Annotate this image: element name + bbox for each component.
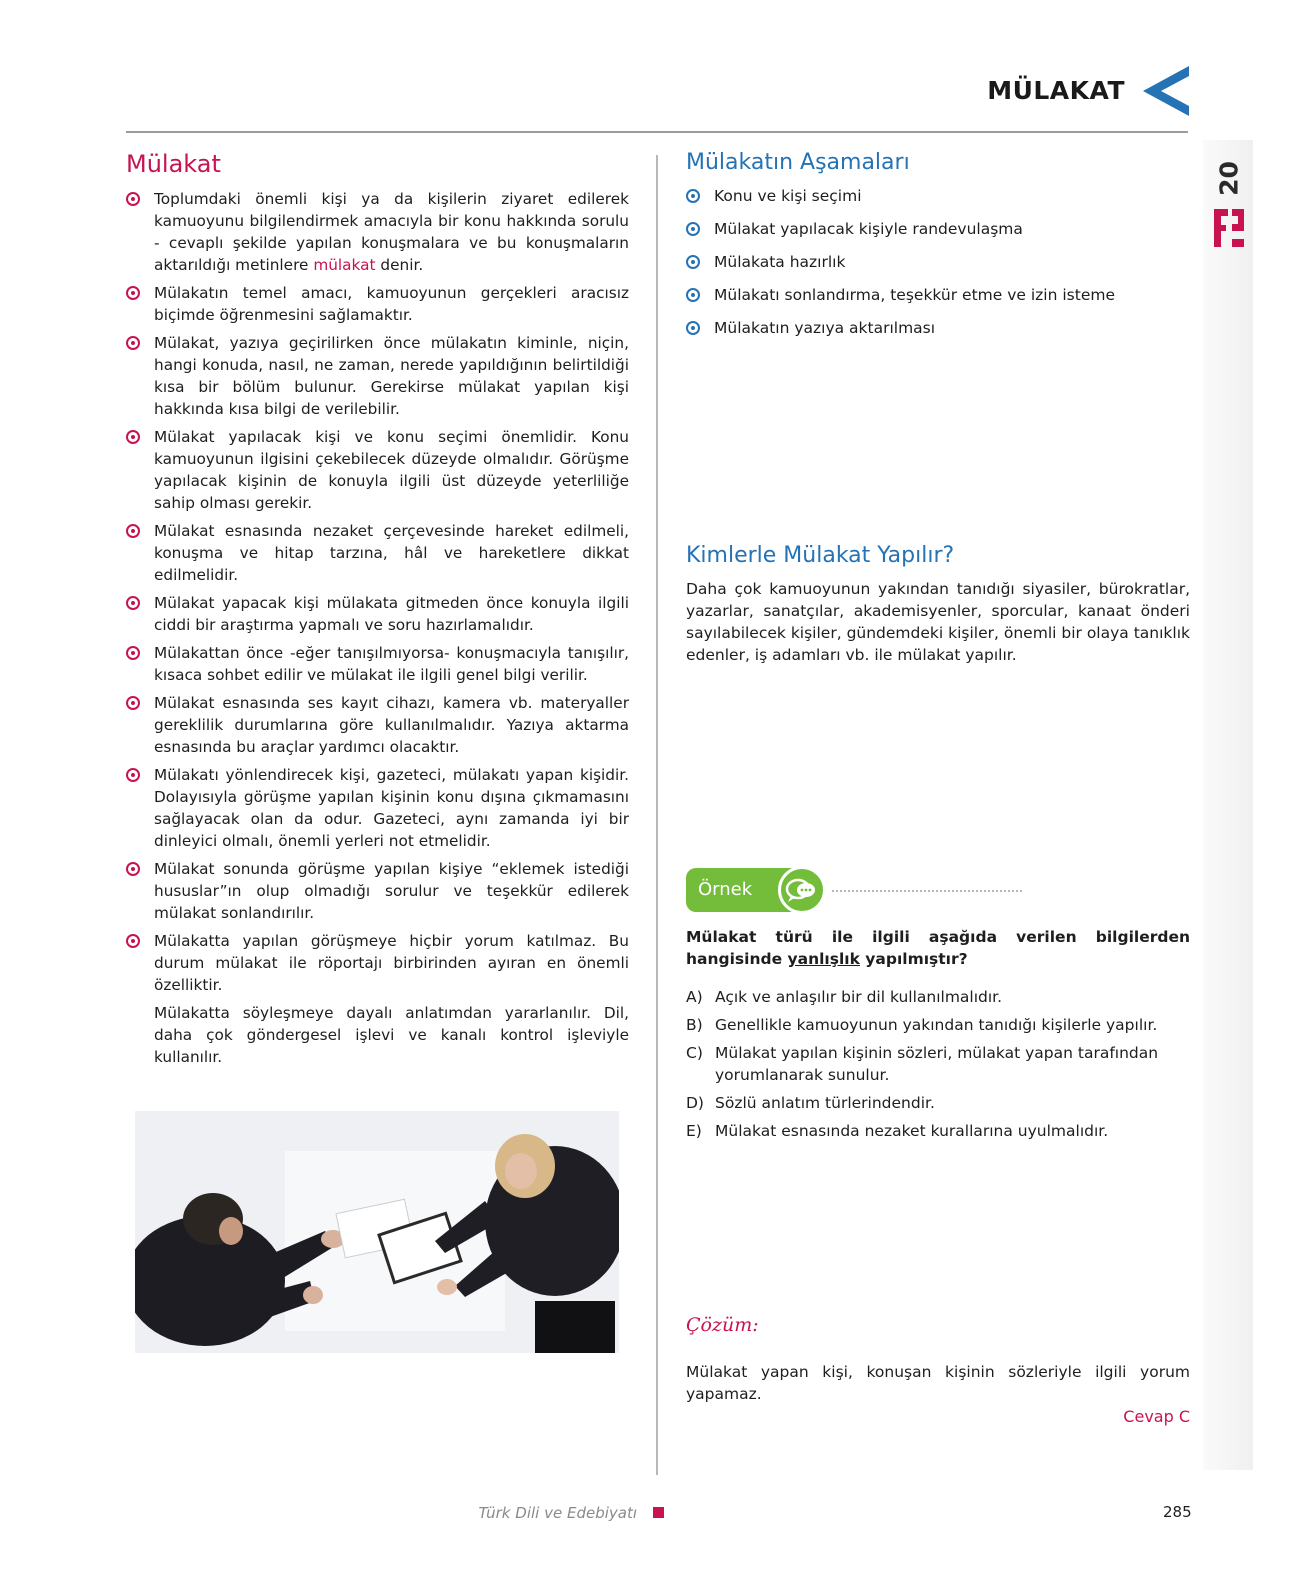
closing-paragraph: Mülakatta söyleşmeye dayalı anlatımdan yararlanılır. Dil, daha çok göndergesel işlevi ve kanalı kontrol işleviyle kullanılır.: [154, 1004, 629, 1066]
column-divider: [656, 155, 658, 1475]
highlighted-term: mülakat: [313, 256, 376, 274]
list-item: Mülakat esnasında nezaket çerçevesinde hareket edilmeli, konuşma ve hitap tarzına, hâl ve hareketlere dikkat edilmelidir.: [126, 520, 629, 586]
bullet-icon: [126, 286, 140, 300]
example-badge: [686, 866, 1026, 916]
list-item: Mülakatta yapılan görüşmeye hiçbir yorum katılmaz. Bu durum mülakat ile röportajı birbirinden ayıran en önemli özelliktir.: [126, 930, 629, 996]
section-heading-who: Kimlerle Mülakat Yapılır?: [686, 543, 955, 568]
list-item: Mülakat, yazıya geçirilirken önce mülakatın kiminle, niçin, hangi konuda, nasıl, ne zaman, nerede yapıldığının belirtildiği kısa bir bölüm bulunur. Gerekirse mülakat yapılan kişi hakkında kısa bilgi de verilebilir.: [126, 332, 629, 420]
list-item: Mülakat yapacak kişi mülakata gitmeden önce konuyla ilgili ciddi bir araştırma yapmalı ve soru hazırlamalıdır.: [126, 592, 629, 636]
footer-square-icon: [653, 1507, 664, 1518]
option-e: E) Mülakat esnasında nezaket kurallarına uyulmalıdır.: [686, 1122, 1109, 1140]
option-d: D) Sözlü anlatım türlerindendir.: [686, 1094, 935, 1112]
answer-options: [686, 986, 1190, 1148]
bullet-icon: [686, 321, 700, 335]
left-column: [126, 150, 629, 1068]
question-keyword: yanlışlık: [787, 950, 860, 968]
example-label: Örnek: [686, 868, 812, 912]
fascicle-label: [1209, 150, 1249, 260]
bullet-icon: [126, 596, 140, 610]
bullet-icon: [126, 524, 140, 538]
list-item: Toplumdaki önemli kişi ya da kişilerin ziyaret edilerek kamuoyunu bilgilendirmek amacıyla bir konu hakkında sorulu - cevaplı şekilde yapılan konuşmalara ve bu konuşmaların aktarıldığı metinlere mülakat denir.: [126, 188, 629, 276]
page-title: MÜLAKAT: [987, 76, 1125, 105]
example-question: Mülakat türü ile ilgili aşağıda verilen bilgilerden hangisinde yanlışlık yapılmıştır?: [686, 928, 1190, 968]
bullet-icon: [126, 934, 140, 948]
solution-label: Çözüm:: [686, 1314, 759, 1336]
bullet-icon: [126, 192, 140, 206]
bullet-icon: [686, 288, 700, 302]
fascicle-number: 20: [1214, 161, 1244, 196]
list-item: Mülakatın yazıya aktarılması: [686, 317, 1190, 339]
list-item: Mülakat esnasında ses kayıt cihazı, kamera vb. materyaller gereklilik durumlarına göre kullanılmalıdır. Yazıya aktarma esnasında bu araçlar yardımcı olacaktır.: [126, 692, 629, 758]
bullet-icon: [126, 862, 140, 876]
section-heading-mulakat: Mülakat: [126, 150, 221, 178]
bullet-icon: [126, 646, 140, 660]
option-b: B) Genellikle kamuoyunun yakından tanıdığı kişilerle yapılır.: [686, 1016, 1158, 1034]
option-c: C) Mülakat yapılan kişinin sözleri, mülakat yapan tarafından yorumlanarak sunulur.: [686, 1044, 1159, 1084]
speech-bubbles-icon: [778, 866, 826, 914]
bullet-icon: [686, 189, 700, 203]
interview-photo: [135, 1111, 619, 1353]
option-a: A) Açık ve anlaşılır bir dil kullanılmalıdır.: [686, 988, 1003, 1006]
list-item: Mülakat yapılacak kişiyle randevulaşma: [686, 218, 1190, 240]
stages-section: [686, 150, 1190, 350]
footer-book-title: Türk Dili ve Edebiyatı: [478, 1504, 637, 1522]
bullet-icon: [126, 696, 140, 710]
bullet-icon: [686, 255, 700, 269]
who-section: [686, 543, 1190, 666]
speech-bubbles-glyph: [781, 869, 823, 911]
who-paragraph: Daha çok kamuoyunun yakından tanıdığı siyasiler, bürokratlar, yazarlar, sanatçılar, akademisyenler, sporcular, kanaat önderi sayılabilecek kişiler, gündemdeki kişiler, önemli bir olaya tanıklık edenler, iş adamları vb. ile mülakat yapılır.: [686, 580, 1190, 664]
list-item: Mülakattan önce -eğer tanışılmıyorsa- konuşmacıyla tanışılır, kısaca sohbet edilir ve mülakat ile ilgili genel bilgi verilir.: [126, 642, 629, 686]
list-item: Mülakat sonunda görüşme yapılan kişiye “eklemek istediği hususlar”ın olup olmadığı sorulur ve teşekkür edilerek mülakat sonlandırılır.: [126, 858, 629, 924]
list-item: Mülakat yapılacak kişi ve konu seçimi önemlidir. Konu kamuoyunun ilgisini çekebilecek düzeyde olmalıdır. Görüşme yapılacak kişinin de konuyla ilgili üst düzeyde yeterliliğe sahip olması gerekir.: [126, 426, 629, 514]
list-item: Konu ve kişi seçimi: [686, 185, 1190, 207]
header-divider: [126, 131, 1188, 133]
stages-list: [686, 185, 1190, 339]
interview-illustration: [135, 1111, 619, 1353]
list-item: Mülakatı sonlandırma, teşekkür etme ve izin isteme: [686, 284, 1190, 306]
bullet-icon: [686, 222, 700, 236]
answer-key: Cevap C: [1123, 1407, 1190, 1426]
page-number: 285: [1163, 1503, 1192, 1521]
bullet-icon: [126, 336, 140, 350]
list-item: Mülakata hazırlık: [686, 251, 1190, 273]
chevron-left-icon: [1143, 66, 1189, 116]
list-item: Mülakatın temel amacı, kamuoyunun gerçekleri aracısız biçimde öğrenmesini sağlamaktır.: [126, 282, 629, 326]
fascicle-logo-icon: [1212, 207, 1246, 249]
example-dotted-line: [832, 890, 1022, 892]
list-item: Mülakatı yönlendirecek kişi, gazeteci, mülakatı yapan kişidir. Dolayısıyla görüşme yapılan kişinin konu dışına çıkmamasını sağlayacak olan da odur. Gazeteci, aynı zamanda iyi bir dinleyici olmalı, önemli yerleri not etmelidir.: [126, 764, 629, 852]
mulakat-bullet-list: [126, 188, 629, 996]
side-strip: [1203, 140, 1253, 1470]
bullet-icon: [126, 768, 140, 782]
bullet-icon: [126, 430, 140, 444]
section-heading-stages: Mülakatın Aşamaları: [686, 150, 910, 175]
solution-text: Mülakat yapan kişi, konuşan kişinin sözleriyle ilgili yorum yapamaz.: [686, 1363, 1190, 1403]
